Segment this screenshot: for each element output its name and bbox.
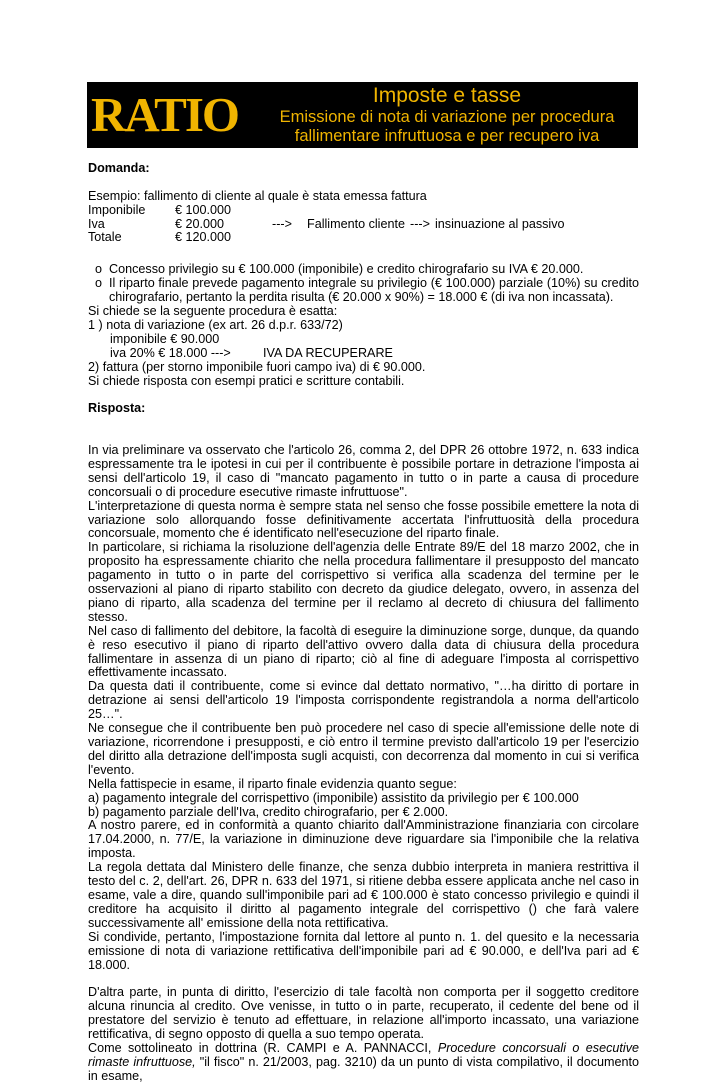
question-line: 1 ) nota di variazione (ex art. 26 d.p.r. 633/72) bbox=[88, 317, 343, 332]
paragraph bbox=[88, 1042, 639, 1084]
row-value: € 100.000 bbox=[175, 202, 232, 217]
example-intro: Esempio: fallimento di cliente al quale è stata emessa fattura bbox=[88, 188, 427, 203]
list-item bbox=[88, 277, 639, 305]
row-value: € 120.000 bbox=[175, 230, 232, 245]
document-body bbox=[88, 162, 639, 1084]
paragraph: La regola dettata dal Ministero delle finanze, che senza dubbio interpreta in maniera restrittiva il testo del c. 2, dell'art. 26, DPR n. 633 del 1971, si ritiene debba essere applicata anche nel caso in esame, vale a dire, quando sull'imponibile pari ad € 100.000 è stato concesso privilegio e quindi il creditore ha acquisito il diritto al pagamento integrale del corrispettivo () che farà valere successivamente all' emissione della nota rettificativa. bbox=[88, 860, 639, 930]
iva-line-right: IVA DA RECUPERARE bbox=[263, 345, 393, 360]
question-line: 2) fattura (per storno imponibile fuori campo iva) di € 90.000. bbox=[88, 359, 426, 374]
citation-start: Come sottolineato in dottrina (R. CAMPI e A. PANNACCI, bbox=[88, 1040, 432, 1055]
risposta-heading: Risposta: bbox=[88, 401, 146, 416]
ratio-logo: RATIO bbox=[91, 87, 239, 142]
option-list bbox=[88, 263, 639, 305]
example-row bbox=[88, 218, 639, 232]
paragraph: Nella fattispecie in esame, il riparto finale evidenzia quanto segue: bbox=[88, 776, 457, 791]
row-label: Imponibile bbox=[88, 202, 146, 217]
paragraph: D'altra parte, in punta di diritto, l'esercizio di tale facoltà non comporta per il soggetto creditore alcuna rinuncia al credito. Ove venisse, in tutto o in parte, recuperato, il cedente del bene od il prestatore del servizio è tenuto ad effettuare, in relazione all'importo incassato, una variazione rettificativa, di segno opposto di quella a suo tempo operata. bbox=[88, 985, 639, 1042]
page-title: Imposte e tasse bbox=[372, 84, 522, 107]
row-label: Totale bbox=[88, 230, 122, 245]
domanda-heading: Domanda: bbox=[88, 161, 150, 175]
subtitle-line-1: Emissione di nota di variazione per procedura bbox=[279, 108, 615, 126]
example-row bbox=[88, 231, 639, 245]
paragraph: In via preliminare va osservato che l'articolo 26, comma 2, del DPR 26 ottobre 1972, n. 633 indica espressamente tra le ipotesi in cui per il contribuente è possibile portare in detrazione l'imposta ai sensi dell'articolo 19, il caso di "mancato pagamento in tutto o in parte a causa di procedure concorsuali o di procedure esecutive rimaste infruttuose". bbox=[88, 442, 639, 499]
bullet-text: Il riparto finale prevede pagamento integrale su privilegio (€ 100.000) parziale (10%) su credito chirografario, pertanto la perdita risulta (€ 20.000 x 90%) = 18.000 € (di iva non incassata). bbox=[109, 276, 639, 305]
row-label: Iva bbox=[88, 216, 105, 231]
question-line bbox=[88, 347, 639, 361]
paragraph: L'interpretazione di questa norma è sempre stata nel senso che fosse possibile emettere la nota di variazione solo allorquando fosse definitivamente accertata l'infruttuosità della procedura concorsuale, momento che é identificato nell'esecuzione del riparto finale. bbox=[88, 498, 639, 541]
paragraph: Da questa dati il contribuente, come si evince dal dettato normativo, "…ha diritto di portare in detrazione ai sensi dell'articolo 19 l'imposta corrispondente registrandola a norma dell'articolo 25…". bbox=[88, 679, 639, 722]
iva-line-left: iva 20% € 18.000 ---> bbox=[110, 345, 231, 360]
subtitle-line-2: fallimentare infruttuosa e per recupero iva bbox=[294, 127, 600, 145]
banner-text bbox=[257, 84, 637, 146]
list-item bbox=[88, 263, 639, 277]
paragraph: Si condivide, pertanto, l'impostazione fornita dal lettore al punto n. 1. del quesito e la necessaria emissione di nota di variazione rettificativa dell'imponibile pari ad € 90.000, e dell'Iva pari ad € 18.000. bbox=[88, 929, 639, 972]
example-row bbox=[88, 204, 639, 218]
paragraph: A nostro parere, ed in conformità a quanto chiarito dall'Amministrazione finanziaria con circolare 17.04.2000, n. 77/E, la variazione in diminuzione deve riguardare sia l'imponibile che la relativa imposta. bbox=[88, 818, 639, 861]
circle-bullet-icon: o bbox=[95, 262, 103, 277]
paragraph: Ne consegue che il contribuente ben può procedere nel caso di specie all'emissione delle note di variazione, ricorrendone i presupposti, e ciò entro il termine previsto dall'articolo 19 per l'esercizio del diritto alla detrazione dell'imposta sugli acquisti, con decorrenza dal momento in cui si verifica l'evento. bbox=[88, 721, 639, 777]
paragraph: a) pagamento integrale del corrispettivo (imponibile) assistito da privilegio per € 100.000 bbox=[88, 790, 579, 805]
circle-bullet-icon: o bbox=[95, 276, 103, 291]
arrow-2: ---> bbox=[410, 216, 430, 231]
bullet-text: Concesso privilegio su € 100.000 (imponibile) e credito chirografario su IVA € 20.000. bbox=[109, 262, 584, 277]
header-banner bbox=[87, 82, 638, 148]
row-end: insinuazione al passivo bbox=[435, 216, 565, 231]
citation-title: Procedure concorsuali o esecutive rimaste infruttuose, bbox=[88, 1040, 640, 1069]
citation-end: "il fisco" n. 21/2003, pag. 3210) da un punto di vista compilativo, il documento in esame, bbox=[88, 1054, 640, 1083]
arrow-1: ---> bbox=[272, 216, 292, 231]
question-line: Si chiede risposta con esempi pratici e scritture contabili. bbox=[88, 373, 405, 388]
paragraph: Nel caso di fallimento del debitore, la facoltà di eseguire la diminuzione sorge, dunque, da quando è reso esecutivo il piano di riparto dell'attivo ovvero dalla data di chiusura della procedura fallimentare in assenza di un piano di riparto; ciò al fine di adeguare l'imposta al corrispettivo effettivamente incassato. bbox=[88, 623, 639, 680]
question-line: imponibile € 90.000 bbox=[110, 331, 220, 346]
question-line: Si chiede se la seguente procedura è esatta: bbox=[88, 303, 338, 318]
paragraph: b) pagamento parziale dell'Iva, credito chirografario, per € 2.000. bbox=[88, 804, 449, 819]
paragraph: In particolare, si richiama la risoluzione dell'agenzia delle Entrate 89/E del 18 marzo 2002, che in proposito ha espressamente chiarito che nella procedura fallimentare il presupposto del mancato pagamento in tutto o in parte del corrispettivo si verifica alla scadenza del termine per le osservazioni al piano di riparto stabilito con decreto da giudice delegato, ovvero, in assenza del piano di riparto, alla scadenza del termine per il reclamo al decreto di chiusura del fallimento stesso. bbox=[88, 540, 639, 624]
row-value: € 20.000 bbox=[175, 216, 225, 231]
row-mid: Fallimento cliente bbox=[307, 216, 405, 231]
